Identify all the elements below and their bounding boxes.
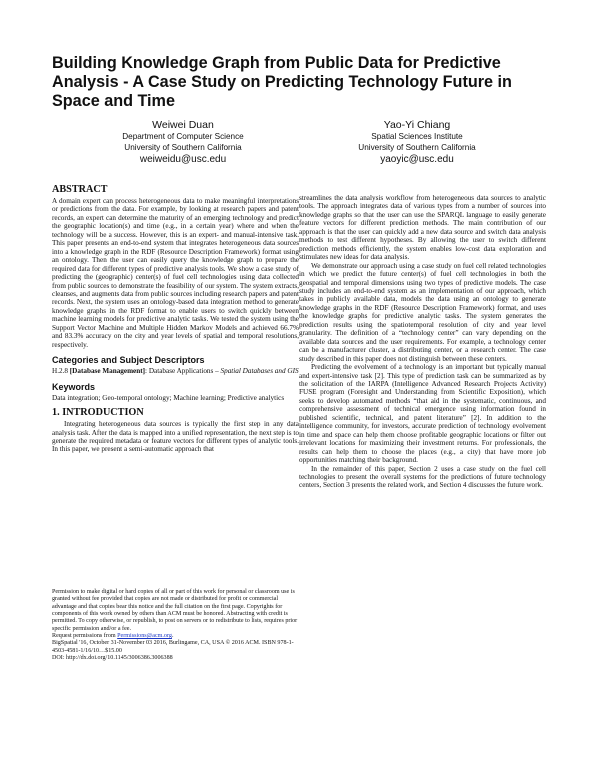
permissions-email-link[interactable]: Permissions@acm.org xyxy=(117,633,172,640)
venue-text: BigSpatial '16, October 31-November 03 2016, Burlingame, CA, USA © 2016 ACM. ISBN 978-1-4503-4581-1/16/10…$15.00 xyxy=(52,640,294,654)
right-paragraph-4: In the remainder of this paper, Section 2 uses a case study on the fuel cell technologies to present the overall systems for the predictions of future technology centers, Section 3 presents the related work, and Section 4 discusses the future work. xyxy=(299,464,546,490)
abstract-text: A domain expert can process heterogeneous data to make meaningful interpretations or predictions from the data. For example, by looking at research papers and patent records, an expert can determine the maturity of an emerging technology and predict the geographic location(s) and time (e.g., in a certain year) where and when the technology will be a success. However, this is an expert- and manual-intensive task. This paper presents an end-to-end system that integrates heterogeneous data sources into a knowledge graph in the RDF (Resource Description Framework) format using an ontology. Then the user can easily query the knowledge graph to prepare the required data for different types of predictive analysis tools. We show a case study of predicting the (geographic) center(s) of fuel cell technologies using data collected from public sources to demonstrate the feasibility of our system. The system extracts, cleanses, and augments data from public sources including research papers and patent records. Next, the system uses an ontology-based data integration method to generate knowledge graphs in the RDF format to enable users to switch quickly between machine learning models for predictive analytic tasks. We tested the system using the Support Vector Machine and Multiple Hidden Markov Models and achieved 66.7% and 83.3% accuracy on the city and year levels of spatial and temporal resolutions, respectively. xyxy=(52,197,299,349)
author-department: Spatial Sciences Institute xyxy=(371,132,463,141)
category-code: H.2.8 xyxy=(52,367,70,376)
keywords-heading: Keywords xyxy=(52,381,96,392)
right-paragraph-3: Predicting the evolvement of a technology is an important but typically manual and expert-intensive task [2]. This type of prediction task can be summarized as by the solicitation of the IARPA (Intelligence Advanced Research Projects Activity) FUSE program (Foresight and Understanding from Scientific Exposition), which seeks to develop automated methods “that aid in the systematic, continuous, and comprehensive assessment of technical emergence using information found in published scientific, technical, and patent literature” [2]. In addition to the intelligence community, for investors, accurate prediction of technology evolvement in time and space can help them choose profitable geographic locations or filter out irrelevant locations for maximizing their investment returns. For professionals, the results can help them to choose the places (e.g., a city) that have more job opportunities matching their background. xyxy=(299,363,546,465)
right-column xyxy=(299,194,546,490)
categories-heading: Categories and Subject Descriptors xyxy=(52,355,205,366)
request-suffix: . xyxy=(171,633,174,640)
author-block-1 xyxy=(78,119,288,166)
right-paragraph-1: streamlines the data analysis workflow from heterogeneous data sources to analytic tools. The approach integrates data of various types from a number of sources into knowledge graphs so that the user can use the SPARQL language to easily generate feature vectors for different prediction methods. The main contribution of our approach is that the user can quickly add a new data source and switch data analysis methods to test different hypotheses. By allowing the user to switch different prediction methods efficiently, the system enables low-cost data exploration and stimulates new ideas for data analysis. xyxy=(299,194,546,262)
introduction-text: Integrating heterogeneous data sources is typically the first step in any data analysis task. After the data is mapped into a unified representation, the next step is to generate the required metadata or feature vectors for different types of analytic tools. In this paper, we present a semi-automatic approach that xyxy=(52,420,299,454)
author-email: weiweidu@usc.edu xyxy=(139,154,227,165)
permission-block xyxy=(52,589,299,662)
author-department: Department of Computer Science xyxy=(122,132,244,141)
author-name: Yao-Yi Chiang xyxy=(383,119,451,131)
abstract-heading: ABSTRACT xyxy=(52,184,108,195)
author-university: University of Southern California xyxy=(358,142,476,152)
author-block-2 xyxy=(312,119,522,166)
introduction-heading: 1. INTRODUCTION xyxy=(52,407,144,419)
categories-text xyxy=(52,367,299,375)
right-paragraph-2: We demonstrate our approach using a case study on fuel cell related technologies in which we predict the future center(s) of fuel cell technologies in both the geospatial and temporal dimensions using two types of predictive models. The case study includes an end-to-end system as an implementation of our approach, which takes in publicly available data, models the data using an ontology to generate knowledge graphs in the RDF (Resource Description Framework) format, and uses the knowledge graphs for predictive analytic tasks. The system generates the prediction results using the spatiotemporal resolution of city and year level granularity. The definition of a “technology center” can vary depending on the available data sources and the user requirements. For example, a technology center can be a manufacturer cluster, a distributing center, or a research center. The case study described in this paper does not distinguish between these centers. xyxy=(299,261,546,363)
author-name: Weiwei Duan xyxy=(152,119,214,131)
doi-text: DOI: http://dx.doi.org/10.1145/3006386.3006388 xyxy=(52,655,173,662)
left-column xyxy=(52,184,299,454)
author-email: yaoyic@usc.edu xyxy=(380,154,454,165)
request-prefix: Request permissions from xyxy=(52,633,118,640)
category-bold: [Database Management] xyxy=(69,367,146,376)
permission-text: Permission to make digital or hard copies of all or part of this work for personal or classroom use is granted without fee provided that copies are not made or distributed for profit or commercial advantage and that copies bear this notice and the full citation on the first page. Copyrights for components of this work owned by others than ACM must be honored. Abstracting with credit is permitted. To copy otherwise, or republish, to post on servers or to redistribute to lists, requires prior specific permission and/or a fee. xyxy=(52,589,298,632)
category-italic: Spatial Databases and GIS xyxy=(220,367,299,376)
category-plain: : Database Applications – xyxy=(145,367,221,376)
author-university: University of Southern California xyxy=(124,142,242,152)
paper-title: Building Knowledge Graph from Public Data for Predictive Analysis - A Case Study on Predicting Technology Future in Space and Time xyxy=(52,54,512,110)
keywords-text: Data integration; Geo-temporal ontology; Machine learning; Predictive analytics xyxy=(52,393,285,402)
